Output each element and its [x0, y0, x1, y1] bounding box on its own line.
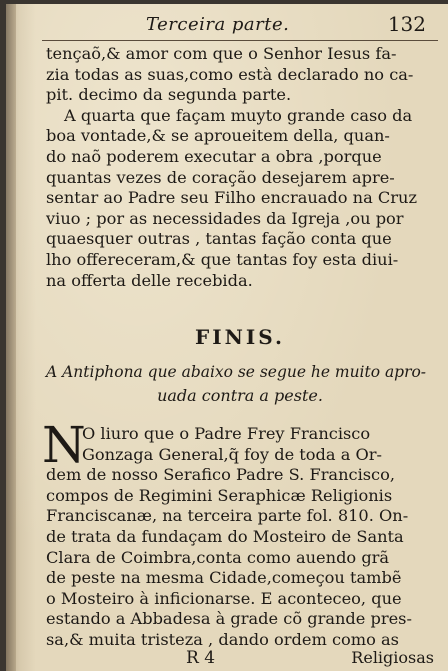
text-line: quantas vezes de coração desejarem apre-: [46, 167, 395, 187]
paragraph-continued: [46, 44, 434, 106]
text-line: Gonzaga General,q̃ foy de toda a Or-: [82, 444, 382, 464]
paragraph-quarta: [46, 106, 434, 291]
drop-capital: N: [42, 416, 86, 474]
text-line: sentar ao Padre seu Filho encrauado na Cruz: [46, 188, 417, 208]
text-line: sa,& muita tristeza , dando ordem como as: [46, 629, 399, 649]
page-body: [42, 44, 434, 668]
book-page: [6, 4, 448, 671]
section-heading: [46, 360, 434, 408]
finis-heading: FINIS.: [195, 325, 285, 349]
text-line: O liuro que o Padre Frey Francisco: [82, 424, 371, 443]
catchword: Religiosas: [351, 648, 434, 667]
text-line: boa vontade,& se aproueitem della, quan-: [46, 126, 390, 146]
header-rule: [42, 40, 438, 41]
text-line: estando a Abbadesa à grade cõ grande pres-: [46, 609, 412, 629]
text-line: quaesquer outras , tantas fação conta que: [46, 229, 392, 249]
page-gutter-shadow: [6, 4, 16, 671]
text-line: o Mosteiro à inficionarse. E aconteceo, que: [46, 588, 402, 608]
text-line: Franciscanæ, na terceira parte fol. 810. On-: [46, 506, 409, 526]
text-line: lho offereceram,& que tantas foy esta diui-: [46, 249, 399, 269]
page-number: 132: [387, 12, 426, 36]
section-heading-line: A Antiphona que abaixo se segue he muito apro-: [46, 363, 427, 381]
text-line: pit. decimo da segunda parte.: [46, 85, 292, 105]
text-line: Clara de Coimbra,conta como auendo grã: [46, 547, 390, 567]
signature-mark: R 4: [186, 648, 216, 668]
text-line: dem de nosso Serafico Padre S. Francisco,: [46, 465, 396, 485]
page-footer: [46, 648, 434, 671]
text-line: de peste na mesma Cidade,começou tambẽ: [46, 568, 402, 588]
running-title: Terceira parte.: [146, 14, 290, 35]
text-line: A quarta que façam muyto grande caso da: [64, 105, 413, 125]
text-line: do naõ poderem executar a obra ,porque: [46, 146, 382, 166]
text-line: viuo ; por as necessidades da Igreja ,ou por: [46, 208, 404, 228]
text-line: compos de Regimini Seraphicæ Religionis: [46, 485, 393, 505]
text-line: zia todas as suas,como està declarado no ca-: [46, 64, 414, 84]
text-line: tençaõ,& amor com que o Senhor Iesus fa-: [46, 44, 397, 63]
text-line: na offerta delle recebida.: [46, 270, 253, 290]
section-paragraph: [42, 416, 434, 651]
text-line: de trata da fundaçam do Mosteiro de Santa: [46, 526, 404, 546]
page-header: [146, 14, 426, 40]
section-heading-line: uada contra a peste.: [157, 386, 323, 405]
